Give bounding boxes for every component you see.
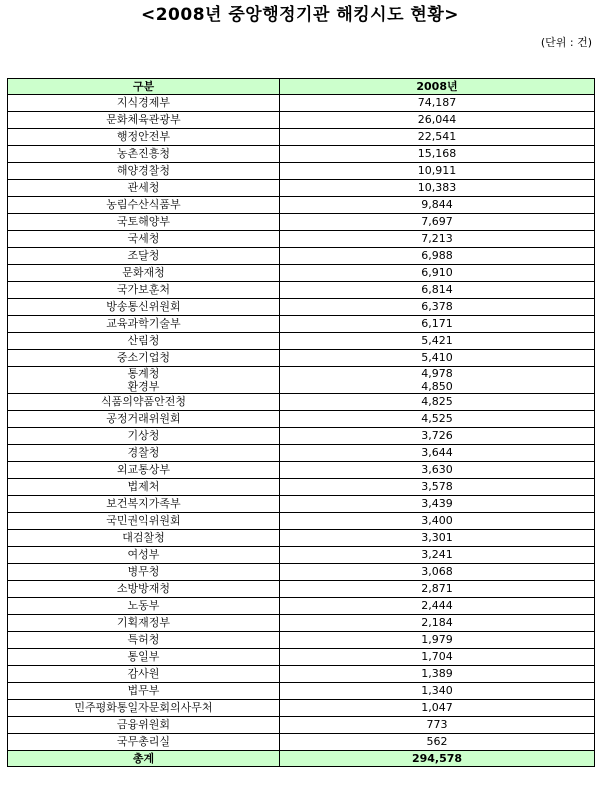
count-cell: 3,439 xyxy=(280,496,595,513)
count-cell: 6,988 xyxy=(280,248,595,265)
agency-cell: 외교통상부 xyxy=(8,462,280,479)
count-cell: 3,630 xyxy=(280,462,595,479)
table-row xyxy=(8,197,595,214)
table-row xyxy=(8,717,595,734)
count-cell: 3,301 xyxy=(280,530,595,547)
table-row xyxy=(8,394,595,411)
agency-cell: 방송통신위원회 xyxy=(8,299,280,316)
table-body xyxy=(8,95,595,751)
count-cell: 6,814 xyxy=(280,282,595,299)
table-row xyxy=(8,564,595,581)
count-cell: 4,825 xyxy=(280,394,595,411)
count-cell: 2,871 xyxy=(280,581,595,598)
agency-cell: 소방방재청 xyxy=(8,581,280,598)
agency-cell: 국민권익위원회 xyxy=(8,513,280,530)
count-cell: 3,578 xyxy=(280,479,595,496)
count-cell: 15,168 xyxy=(280,146,595,163)
table-row xyxy=(8,547,595,564)
count-cell: 5,410 xyxy=(280,350,595,367)
count-cell: 773 xyxy=(280,717,595,734)
table-row xyxy=(8,411,595,428)
count-cell: 6,910 xyxy=(280,265,595,282)
agency-cell: 기획재정부 xyxy=(8,615,280,632)
table-row xyxy=(8,649,595,666)
count-cell: 2,444 xyxy=(280,598,595,615)
table-row xyxy=(8,598,595,615)
total-count: 294,578 xyxy=(280,751,595,767)
agency-cell: 경찰청 xyxy=(8,445,280,462)
table-row xyxy=(8,333,595,350)
agency-cell: 지식경제부 xyxy=(8,95,280,112)
agency-cell: 관세청 xyxy=(8,180,280,197)
agency-cell: 중소기업청 xyxy=(8,350,280,367)
count-cell: 1,704 xyxy=(280,649,595,666)
count-cell: 1,389 xyxy=(280,666,595,683)
total-label: 총계 xyxy=(8,751,280,767)
agency-cell: 농촌진흥청 xyxy=(8,146,280,163)
count-cell: 3,644 xyxy=(280,445,595,462)
agency-cell: 특허청 xyxy=(8,632,280,649)
table-row xyxy=(8,445,595,462)
table-row xyxy=(8,163,595,180)
table-row xyxy=(8,683,595,700)
table-row xyxy=(8,248,595,265)
table-row xyxy=(8,496,595,513)
agency-cell: 병무청 xyxy=(8,564,280,581)
table-row xyxy=(8,462,595,479)
count-cell: 4,525 xyxy=(280,411,595,428)
count-cell: 22,541 xyxy=(280,129,595,146)
count-cell: 1,979 xyxy=(280,632,595,649)
count-cell: 6,378 xyxy=(280,299,595,316)
agency-cell: 국가보훈처 xyxy=(8,282,280,299)
agency-cell: 기상청 xyxy=(8,428,280,445)
agency-cell: 농림수산식품부 xyxy=(8,197,280,214)
count-cell: 3,726 xyxy=(280,428,595,445)
table-row xyxy=(8,112,595,129)
table-row xyxy=(8,530,595,547)
agency-cell: 여성부 xyxy=(8,547,280,564)
total-row xyxy=(8,751,595,767)
agency-cell: 산림청 xyxy=(8,333,280,350)
count-value: 4,850 xyxy=(421,380,453,393)
table-row xyxy=(8,700,595,717)
count-cell: 2,184 xyxy=(280,615,595,632)
count-cell: 7,697 xyxy=(280,214,595,231)
table-row xyxy=(8,632,595,649)
count-cell: 26,044 xyxy=(280,112,595,129)
count-cell: 7,213 xyxy=(280,231,595,248)
agency-cell: 대검찰청 xyxy=(8,530,280,547)
agency-name: 통계청 xyxy=(127,367,160,380)
table-header-row xyxy=(8,79,595,95)
table-row xyxy=(8,231,595,248)
table-row xyxy=(8,666,595,683)
agency-cell: 행정안전부 xyxy=(8,129,280,146)
agency-cell: 공정거래위원회 xyxy=(8,411,280,428)
agency-cell: 통일부 xyxy=(8,649,280,666)
count-cell: 3,241 xyxy=(280,547,595,564)
agency-cell: 해양경찰청 xyxy=(8,163,280,180)
table-row xyxy=(8,367,595,394)
table-row xyxy=(8,282,595,299)
count-cell: 74,187 xyxy=(280,95,595,112)
agency-cell xyxy=(8,367,280,394)
agency-cell: 민주평화통일자문회의사무처 xyxy=(8,700,280,717)
count-cell: 1,340 xyxy=(280,683,595,700)
agency-cell: 문화체육관광부 xyxy=(8,112,280,129)
agency-cell: 조달청 xyxy=(8,248,280,265)
table-row xyxy=(8,316,595,333)
count-cell: 6,171 xyxy=(280,316,595,333)
count-cell: 562 xyxy=(280,734,595,751)
agency-cell: 감사원 xyxy=(8,666,280,683)
table-row xyxy=(8,265,595,282)
table-row xyxy=(8,581,595,598)
agency-cell: 법무부 xyxy=(8,683,280,700)
agency-cell: 법제처 xyxy=(8,479,280,496)
table-row xyxy=(8,734,595,751)
page-title: <2008년 중앙행정기관 해킹시도 현황> xyxy=(140,5,460,25)
unit-label: (단위 : 건) xyxy=(540,36,592,49)
table-row xyxy=(8,428,595,445)
table-row xyxy=(8,129,595,146)
agency-cell: 국무총리실 xyxy=(8,734,280,751)
table-row xyxy=(8,95,595,112)
count-cell: 10,911 xyxy=(280,163,595,180)
count-value: 4,978 xyxy=(421,367,453,380)
agency-cell: 보건복지가족부 xyxy=(8,496,280,513)
agency-cell: 문화재청 xyxy=(8,265,280,282)
agency-cell: 노동부 xyxy=(8,598,280,615)
agency-name: 환경부 xyxy=(127,380,160,393)
count-cell: 3,068 xyxy=(280,564,595,581)
agency-cell: 금융위원회 xyxy=(8,717,280,734)
count-cell: 1,047 xyxy=(280,700,595,717)
count-cell: 5,421 xyxy=(280,333,595,350)
count-cell: 9,844 xyxy=(280,197,595,214)
count-cell: 10,383 xyxy=(280,180,595,197)
agency-cell: 국토해양부 xyxy=(8,214,280,231)
count-cell xyxy=(280,367,595,394)
hacking-attempts-table xyxy=(7,78,595,767)
table-row xyxy=(8,479,595,496)
table-row xyxy=(8,299,595,316)
agency-cell: 교육과학기술부 xyxy=(8,316,280,333)
header-year: 2008년 xyxy=(280,79,595,95)
table-row xyxy=(8,146,595,163)
count-cell: 3,400 xyxy=(280,513,595,530)
table-row xyxy=(8,180,595,197)
header-category: 구분 xyxy=(8,79,280,95)
table-row xyxy=(8,615,595,632)
table-row xyxy=(8,214,595,231)
table-row xyxy=(8,513,595,530)
agency-cell: 국세청 xyxy=(8,231,280,248)
agency-cell: 식품의약품안전청 xyxy=(8,394,280,411)
table-row xyxy=(8,350,595,367)
